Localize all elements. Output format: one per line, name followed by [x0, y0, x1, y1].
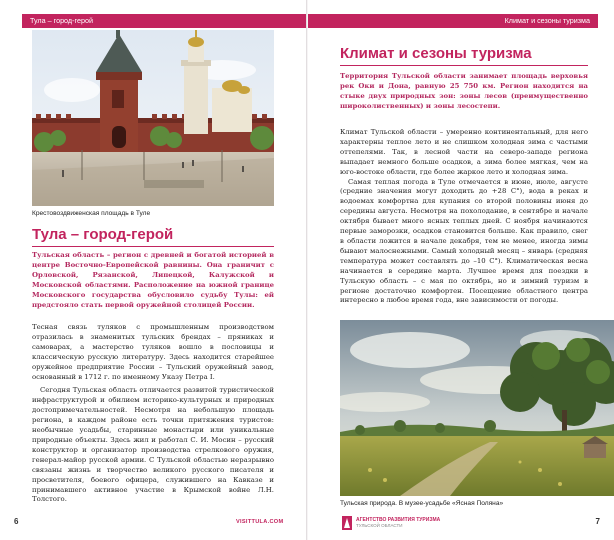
left-heading-rule — [32, 246, 274, 247]
right-lead-paragraph: Территория Тульской области занимает площадь верховья рек Оки и Дона, равную 25 750 км. Регион находится на стыке двух природных зон: зоны лесов (преимущественно широколиственных) и зоны лесостепи. — [340, 72, 588, 110]
right-page-number: 7 — [595, 517, 600, 526]
kremlin-square-photo — [32, 30, 274, 206]
right-section-heading: Климат и сезоны туризма — [340, 45, 532, 62]
right-page — [308, 0, 614, 540]
right-heading-rule — [340, 65, 588, 66]
agency-logo-block — [342, 516, 440, 530]
left-lead-paragraph: Тульская область – регион с древней и богатой историей в центре Восточно-Европейской равнины. Она граничит с Орловской, Рязанской, Липецкой, Калужской и Московской областями. Расположение на южной границе Московского государства обусловило судьбу Тулы: ей предстояло стать первой оружейной столицей России. — [32, 251, 274, 309]
left-photo-caption: Крестовоздвиженская площадь в Туле — [32, 210, 151, 217]
right-photo-caption: Тульская природа. В музее-усадьбе «Ясная Поляна» — [340, 500, 504, 507]
right-paragraph: Климат Тульской области – умеренно континентальный, для него характерны теплое лето и не слишком холодная зима с частыми оттепелями. Так, в лесной части на северо-западе региона выпадает немного больше осадков, а зима более мягкая, чем на юго-востоке области, где более жаркое лето и холодная зима. — [340, 128, 588, 176]
site-url: VISITTULA.COM — [236, 519, 284, 525]
left-page-number: 6 — [14, 517, 19, 526]
left-page — [0, 0, 306, 540]
left-paragraph: Тесная связь туляков с промышленным производством отразилась в знаменитых тульских брендах – пряниках и самоварах, а мастерство туляков вошло в пословицы и классическую русскую литературу. Здесь находится старейшее оружейное предприятие России – Тульский оружейный завод, основанный в 1712 г. по именному Указу Петра I. — [32, 323, 274, 381]
agency-name-line: АГЕНТСТВО РАЗВИТИЯ ТУРИЗМА — [356, 517, 441, 523]
left-section-heading: Тула – город-герой — [32, 226, 174, 243]
right-paragraph: Самая теплая погода в Туле отмечается в июне, июле, августе (средние значения могут доходить до +28 C°), вода в реках и водоемах комфортна для купания со второй половины июня до середины августа. Несмотря на похолодание, в сентябре и начале октября бывает много ясных теплых дней. С ноября начинаются первые заморозки, осадков становится больше. Как правило, снег в области ложится в начале декабря, тем не менее, иногда зимы бывают малоснежными. Самый холодный месяц – январь (средняя температура может составлять до –10 C°). Климатическая весна начинается в середине марта. Лучшее время для поездки в Тульскую область – с мая по октябрь, но и зимний туризм в регионе достаточно комфортен. Посещение областного центра интересно в любое время года, вне зависимости от погоды. — [340, 177, 588, 305]
agency-region-line: ТУЛЬСКОЙ ОБЛАСТИ — [356, 523, 403, 528]
yasnaya-polyana-landscape-photo — [340, 320, 614, 496]
left-paragraph: Сегодня Тульская область отличается развитой туристической инфраструктурой и обилием историко-культурных и природных достопримечательностей. Несмотря на небольшую площадь региона, в каждом районе есть точки притяжения туристов: необычные усадьбы, старинные монастыри или уникальные природные объекты. Здесь жил и работал С. И. Мосин – русский конструктор и организатор производства стрелкового оружия, генерал-майор русской армии. С Тульской областью неразрывно связаны жизнь и творчество великого русского писателя и просветителя, боевого офицера, служившего на Кавказе и принимавшего активное участие в Крымской войне Л.Н. Толстого. — [32, 386, 274, 504]
agency-logo-icon — [342, 516, 352, 530]
left-running-header: Тула – город-герой — [22, 14, 306, 28]
left-body-text — [32, 323, 274, 505]
right-running-header: Климат и сезоны туризма — [308, 14, 598, 28]
agency-name — [356, 517, 440, 529]
right-body-text — [340, 128, 588, 306]
